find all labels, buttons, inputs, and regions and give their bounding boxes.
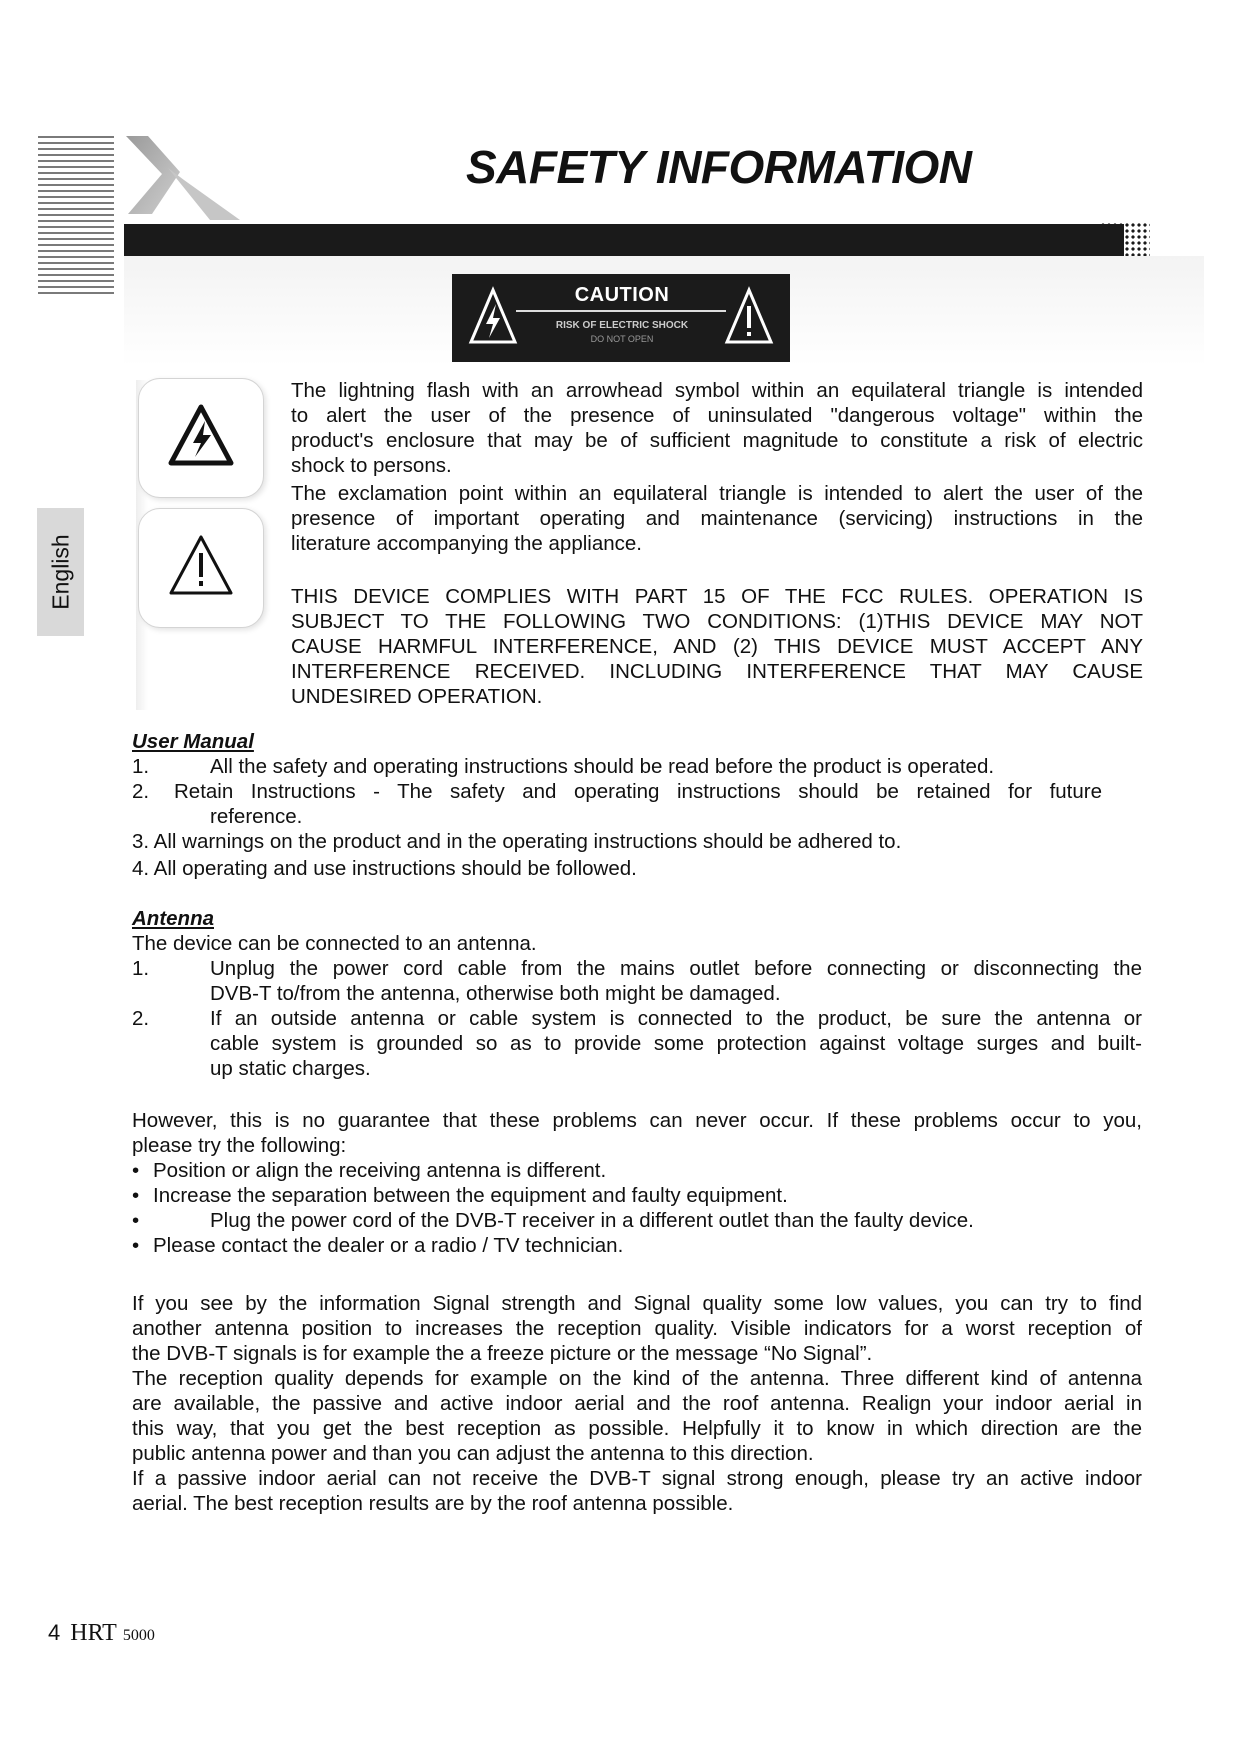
list-number: 2. <box>132 780 150 803</box>
page-number: 4 <box>48 1620 61 1645</box>
list-text-continued: reference. <box>210 805 303 828</box>
text-line: If a passive indoor aerial can not receive the DVB-T signal strong enough, please try an active indoor <box>132 1467 1142 1490</box>
exclamation-symbol-box <box>138 508 264 628</box>
list-item <box>132 1006 1142 1031</box>
caution-label <box>452 274 790 362</box>
caution-subtext-2: DO NOT OPEN <box>590 334 654 344</box>
fcc-statement <box>291 584 1143 709</box>
list-item: 4. All operating and use instructions should be followed. <box>132 857 637 880</box>
text-line: product's enclosure that may be of sufficient magnitude to constitute a risk of electric <box>291 429 1143 452</box>
text-line: CAUSE HARMFUL INTERFERENCE, AND (2) THIS DEVICE MUST ACCEPT ANY <box>291 635 1143 658</box>
bullet-item <box>132 1208 1142 1233</box>
text-line: INTERFERENCE RECEIVED. INCLUDING INTERFERENCE THAT MAY CAUSE <box>291 660 1143 683</box>
bullet-text: Please contact the dealer or a radio / TV technician. <box>153 1234 624 1257</box>
language-label: English <box>47 534 73 610</box>
bullet-item <box>132 1158 1142 1183</box>
bullet-text: Increase the separation between the equipment and faulty equipment. <box>153 1184 788 1207</box>
text-line: However, this is no guarantee that these problems can never occur. If these problems occur to you, <box>132 1109 1142 1132</box>
text-line: are available, the passive and active indoor aerial and the roof antenna. Realign your indoor aerial in <box>132 1392 1142 1415</box>
bullet-item <box>132 1233 1142 1258</box>
caution-divider <box>516 310 726 312</box>
signal-section <box>132 1291 1142 1516</box>
text-line: to alert the user of the presence of uninsulated "dangerous voltage" within the <box>291 404 1143 427</box>
however-section <box>132 1108 1142 1258</box>
page-title: SAFETY INFORMATION <box>466 141 972 193</box>
list-text: Retain Instructions - The safety and operating instructions should be retained for future <box>174 780 1102 803</box>
text-line: please try the following: <box>132 1134 347 1157</box>
model-number: 5000 <box>122 1627 155 1644</box>
antenna-intro: The device can be connected to an antenna. <box>132 932 537 955</box>
user-manual-section <box>132 729 1142 881</box>
lightning-triangle-icon <box>167 403 235 467</box>
list-number: 2. <box>132 1007 150 1030</box>
antenna-heading: Antenna <box>132 907 214 930</box>
list-text: If an outside antenna or cable system is connected to the product, be sure the antenna or <box>210 1007 1142 1030</box>
text-line: this way, that you get the best reception as possible. Helpfully it to know in which direction are the <box>132 1417 1142 1440</box>
text-line: shock to persons. <box>291 454 452 477</box>
text-line: UNDESIRED OPERATION. <box>291 685 543 708</box>
text-line: The lightning flash with an arrowhead symbol within an equilateral triangle is intended <box>291 379 1143 402</box>
exclamation-paragraph <box>291 481 1143 556</box>
text-line: presence of important operating and maintenance (servicing) instructions in the <box>291 507 1143 530</box>
list-text-continued: DVB-T to/from the antenna, otherwise both might be damaged. <box>210 982 781 1005</box>
bullet-text: Plug the power cord of the DVB-T receiver in a different outlet than the faulty device. <box>210 1209 974 1232</box>
lightning-symbol-box <box>138 378 264 498</box>
bullet-dot: • <box>132 1159 140 1182</box>
title-bar-dots <box>1100 222 1150 258</box>
list-item <box>132 779 1142 804</box>
list-item <box>132 754 1142 779</box>
list-text: Unplug the power cord cable from the mains outlet before connecting or disconnecting the <box>210 957 1142 980</box>
x-logo-icon <box>122 128 242 224</box>
text-line: If you see by the information Signal strength and Signal quality some low values, you can try to find <box>132 1292 1142 1315</box>
caution-subtext: RISK OF ELECTRIC SHOCK <box>555 320 689 331</box>
text-line: public antenna power and than you can adjust the antenna to this direction. <box>132 1442 814 1465</box>
model-name: HRT <box>70 1620 117 1646</box>
caution-word: CAUTION <box>574 284 670 306</box>
text-line: The exclamation point within an equilateral triangle is intended to alert the user of the <box>291 482 1143 505</box>
bullet-item <box>132 1183 1142 1208</box>
exclamation-triangle-icon <box>167 533 235 597</box>
lightning-warning-icon <box>468 286 518 346</box>
list-number: 1. <box>132 957 150 980</box>
list-item: 3. All warnings on the product and in the operating instructions should be adhered to. <box>132 830 902 853</box>
list-number: 1. <box>132 755 150 778</box>
lightning-paragraph <box>291 378 1143 478</box>
language-tab <box>37 508 84 636</box>
text-line: SUBJECT TO THE FOLLOWING TWO CONDITIONS: (1)THIS DEVICE MAY NOT <box>291 610 1143 633</box>
bullet-dot: • <box>132 1209 140 1232</box>
logo-stripes <box>38 136 114 294</box>
text-line: literature accompanying the appliance. <box>291 532 642 555</box>
text-line: The reception quality depends for example on the kind of the antenna. Three different kind of antenna <box>132 1367 1142 1390</box>
exclamation-warning-icon <box>724 286 774 346</box>
list-item <box>132 956 1142 981</box>
bullet-dot: • <box>132 1234 140 1257</box>
text-line: another antenna position to increases the reception quality. Visible indicators for a worst reception of <box>132 1317 1142 1340</box>
list-text: All the safety and operating instructions should be read before the product is operated. <box>210 755 995 778</box>
text-line: the DVB-T signals is for example the a freeze picture or the message “No Signal”. <box>132 1342 873 1365</box>
list-text-continued: up static charges. <box>210 1057 371 1080</box>
user-manual-heading: User Manual <box>132 730 254 753</box>
list-text-continued: cable system is grounded so as to provide some protection against voltage surges and built- <box>210 1032 1142 1055</box>
text-line: aerial. The best reception results are by the roof antenna possible. <box>132 1492 734 1515</box>
bullet-dot: • <box>132 1184 140 1207</box>
bullet-text: Position or align the receiving antenna is different. <box>153 1159 607 1182</box>
title-underline-bar <box>124 224 1124 256</box>
text-line: THIS DEVICE COMPLIES WITH PART 15 OF THE FCC RULES. OPERATION IS <box>291 585 1143 608</box>
antenna-section <box>132 906 1142 1081</box>
page-footer <box>48 1620 155 1647</box>
